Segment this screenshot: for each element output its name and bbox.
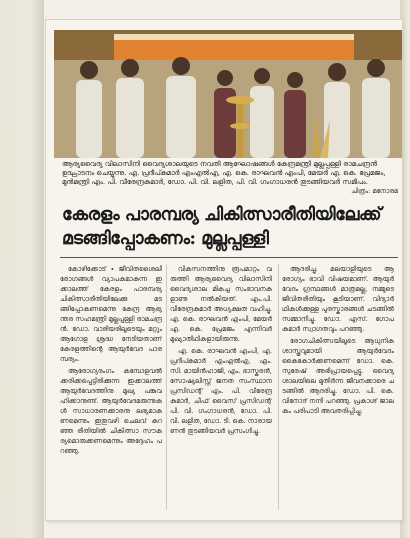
photo-caption bbox=[62, 160, 398, 196]
headline-divider bbox=[60, 257, 398, 258]
column-2-paragraph-1: വികസനത്തിനു രൂപമാറ്റം വരുത്തി ആര്യവൈദ്യ വിലാസിനി വൈദ്യശാല മികച്ച സംഭാവനകളാണു നൽകിയത്. എം.പി. വീരേന്ദ്രകുമാർ അധ്യക്ഷത വഹിച്ചു. എ. കെ. രാഘവൻ എംപി, മേയർ എ. കെ. പ്രേമജം എന്നിവർ മുഖ്യാതിഥികളായിരുന്നു. bbox=[170, 265, 272, 343]
column-1-paragraph-2: ആരോഗ്യരംഗം കമ്പോളവൽക്കരിക്കപ്പെട്ടിരിക്കുന്ന ഇക്കാലത്ത് ആയുർവേദത്തിനു മുഖ്യ പങ്കുവഹിക്കാനുണ്ട്. ആയുർവേദമരുന്നുകൾ സാധാരണക്കാരനു ലഭ്യമാകണമെന്നും ഇതുവഴി ചെലവ് കുറഞ്ഞ രീതിയിൽ ചികിത്സാ സൗകര്യമൊരുക്കണമെന്നും അദ്ദേഹം പറഞ്ഞു. bbox=[60, 367, 162, 455]
column-divider-1 bbox=[166, 264, 167, 510]
article-column-3 bbox=[282, 264, 394, 512]
photo-credit: ചിത്രം: മനോരമ bbox=[351, 187, 398, 195]
event-photo bbox=[54, 30, 402, 158]
column-divider-2 bbox=[278, 264, 279, 510]
event-photo-illustration bbox=[54, 30, 402, 158]
headline-line-1: കേരളം പാരമ്പര്യ ചികിത്സാരീതിയിലേക്ക് bbox=[62, 205, 382, 225]
headline-line-2: മടങ്ങിപ്പോകണം: മുല്ലപ്പള്ളി bbox=[62, 229, 269, 249]
article-column-2 bbox=[170, 264, 272, 512]
article-headline bbox=[62, 203, 398, 251]
scanner-left-edge bbox=[0, 0, 44, 538]
column-3-paragraph-1: ആദരിച്ചു. മലയാളിയുടെ ആരോഗ്യം ഭാവി വിഷയമാണ്. ആയുർവേദം ഗ്രന്ഥങ്ങൾ മാത്രമല്ല, നമ്മുടെ ജീവിതരീതിയും കൂടിയാണ്. വിദ്യാർഥികൾക്കുള്ള പുരസ്കാരങ്ങൾ ചടങ്ങിൽ സമ്മാനിച്ചു. ഡോ. എസ്. ഗോപകുമാർ സ്വാഗതവും പറഞ്ഞു. bbox=[282, 265, 394, 333]
article-column-1 bbox=[60, 264, 162, 512]
column-2-paragraph-2: എ. കെ. രാഘവൻ എംപി, എ. പ്രദീപ്കുമാർ എംഎൽഎ, എം. സി. മായിൻഹാജി, എം. ഭാസ്കരൻ, സോഷ്യലിസ്റ്റ് ജനത സംസ്ഥാന പ്രസിഡന്റ് എം. പി. വീരേന്ദ്രകുമാർ, ചീഫ് വൈസ് പ്രസിഡന്റ് പി. വി. ഗംഗാധരൻ, ഡോ. പി. വി. ലളിത, ഡോ. ടി. കെ. നാരായണൻ തുടങ്ങിയവർ പ്രസംഗിച്ചു. bbox=[170, 347, 272, 435]
caption-text: ആര്യവൈദ്യ വിലാസിനി വൈദ്യശാലയുടെ നവതി ആഘോഷങ്ങൾ കേന്ദ്രമന്ത്രി മുല്ലപ്പള്ളി രാമചന്ദ്രൻ ഉദ്ഘാടനം ചെയ്യുന്നു. എ. പ്രദീപ്കുമാർ എംഎൽഎ, എ. കെ. രാഘവൻ എംപി, മേയർ എ. കെ. പ്രേമജം, മുൻമന്ത്രി എം. പി. വീരേന്ദ്രകുമാർ, ഡോ. പി. വി. ലളിത, പി. വി. ഗംഗാധരൻ തുടങ്ങിയവർ സമീപം. bbox=[62, 160, 386, 186]
column-1-paragraph-1: കോഴിക്കോട് ∙ ജീവിതശൈലീ രോഗങ്ങൾ വ്യാപകമാകുന്ന ഇക്കാലത്ത് കേരളം പാരമ്പര്യ ചികിത്സാരീതിയിലേക്കു മടങ്ങിപ്പോകണമെന്നു കേന്ദ്ര ആഭ്യന്തര സഹമന്ത്രി മുല്ലപ്പള്ളി രാമചന്ദ്രൻ. ഡോ. വാരിയരിലൂടെയും മറ്റും ആഗോള ശ്രദ്ധ നേടിയതാണ് കേരളത്തിന്റെ ആയുർവേദ പാരമ്പര്യം. bbox=[60, 265, 162, 363]
column-3-paragraph-2: രോഗചികിത്സയിലൂടെ ആധുനിക ശാസ്ത്രവുമായി ആയുർവേദം കൈകോർക്കണമെന്ന് ഡോ. കെ. സുരേഷ് അഭിപ്രായപ്പെട്ടു. വൈദ്യശാലയിലെ മുതിർന്ന ജീവനക്കാരെ ചടങ്ങിൽ ആദരിച്ചു. ഡോ. പി. കെ. വിനോദ് നന്ദി പറഞ്ഞു. പ്രകാശ് ജാലകം പരിപാടി അവതരിപ്പിച്ചു. bbox=[282, 337, 394, 415]
